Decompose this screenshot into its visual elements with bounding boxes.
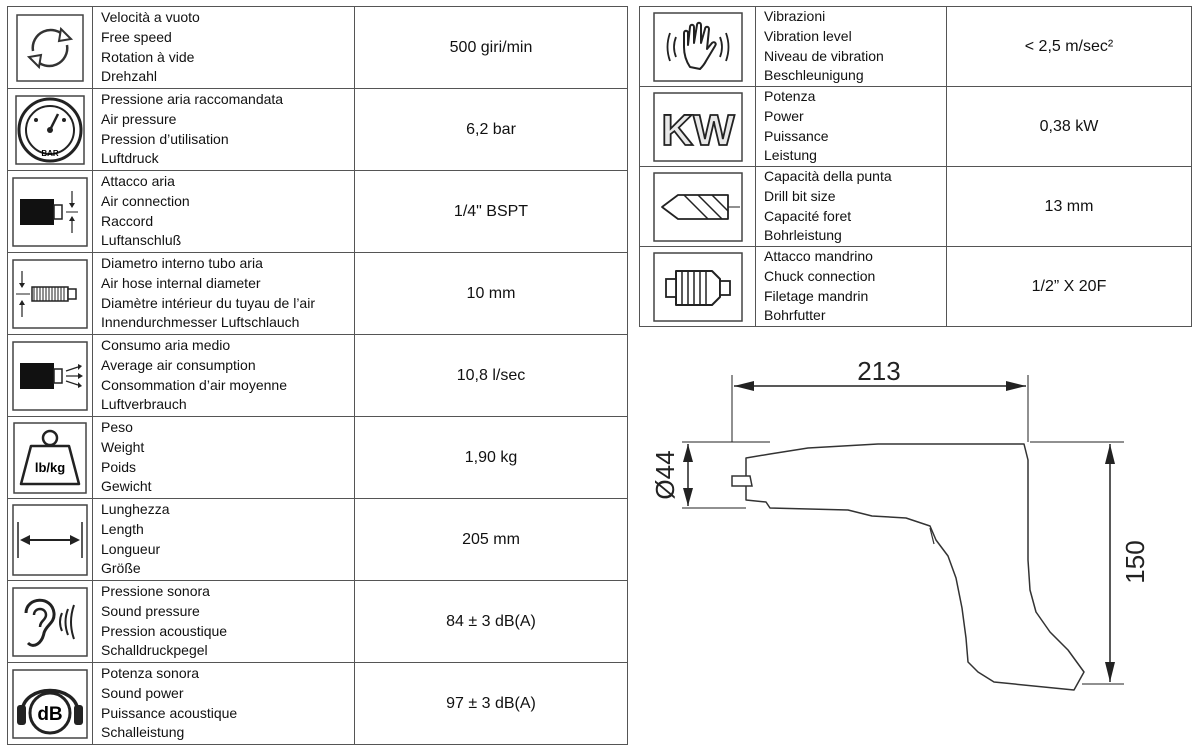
spec-label-en: Weight [101,438,145,455]
kw-icon [648,91,748,163]
spec-row-length [8,499,628,581]
spec-label-de: Schalleistung [101,724,185,741]
spec-label-fr: Pression d’utilisation [101,130,229,147]
weight-icon [13,422,87,494]
arrow-head [734,381,754,391]
arrow-head [1105,662,1115,682]
spec-value-air-connection: 1/4" BSPT [355,171,628,253]
spec-value-hose-diameter: 10 mm [355,253,628,335]
spec-row-sound-pressure [8,581,628,663]
spec-value-chuck: 1/2” X 20F [947,247,1192,327]
chuck-icon [648,251,748,323]
spec-label-de: Bohrleistung [764,227,842,244]
spec-label-it: Pressione aria raccomandata [101,91,284,108]
spec-label-fr: Niveau de vibration [764,47,884,64]
ear-sound-icon [12,587,88,657]
spec-label-fr: Consommation d’air moyenne [101,376,287,393]
spec-label-en: Free speed [101,28,172,45]
spec-label-fr: Puissance [764,127,829,144]
decibel-headphones-icon [12,669,88,739]
svg-text:dB: dB [37,703,63,725]
spec-label-it: Capacità della punta [764,168,892,185]
spec-label-de: Leistung [764,147,817,164]
spec-row-weight [8,417,628,499]
spec-label-it: Diametro interno tubo aria [101,255,263,272]
spec-label-it: Pressione sonora [101,583,210,600]
spec-label-fr: Puissance acoustique [101,704,238,721]
spec-label-en: Power [764,107,804,124]
spec-label-en: Air hose internal diameter [101,274,261,291]
arrow-head [1006,381,1026,391]
spec-label-it: Velocità a vuoto [101,9,200,26]
spec-label-de: Luftdruck [101,150,159,167]
spec-label-fr: Longueur [101,540,161,557]
spec-value-air-consumption: 10,8 l/sec [355,335,628,417]
spec-label-de: Gewicht [101,478,152,495]
spec-value-sound-power: 97 ± 3 dB(A) [355,663,628,745]
spec-label-it: Attacco mandrino [764,248,873,265]
air-consumption-icon [12,341,88,411]
pressure-gauge-icon [14,94,86,166]
spec-label-de: Luftverbrauch [101,396,187,413]
spec-label-fr: Poids [101,458,137,475]
spec-label-en: Chuck connection [764,267,876,284]
spec-row-free-speed [8,7,628,89]
right-spec-table [639,6,1192,327]
spec-row-drill-bit [640,167,1192,247]
spec-label-de: Luftanschluß [101,232,182,249]
dimension-height-label: 150 [1120,540,1150,584]
spec-row-hose-diameter [8,253,628,335]
spec-label-it: Potenza sonora [101,665,200,682]
spec-label-de: Schalldruckpegel [101,642,208,659]
spec-label-en: Average air consumption [101,356,256,373]
spec-label-de: Beschleunigung [764,67,864,84]
spec-value-drill-bit: 13 mm [947,167,1192,247]
spec-label-it: Attacco aria [101,173,175,190]
spec-label-en: Drill bit size [764,187,836,204]
spec-label-en: Length [101,520,144,537]
drill-bit-icon [648,171,748,243]
spec-value-air-pressure: 6,2 bar [355,89,628,171]
spec-row-sound-power [8,663,628,745]
dimension-length-label: 213 [857,356,901,386]
spec-label-fr: Capacité foret [764,207,852,224]
spec-label-en: Vibration level [764,27,852,44]
spec-value-free-speed: 500 giri/min [355,7,628,89]
spec-value-vibration: < 2,5 m/sec² [947,7,1192,87]
spec-value-power: 0,38 kW [947,87,1192,167]
svg-text:KW: KW [660,105,735,155]
spec-label-en: Sound power [101,684,184,701]
spec-label-en: Air connection [101,192,190,209]
length-icon [12,504,88,576]
spec-row-air-consumption [8,335,628,417]
arrow-head [683,444,693,462]
tool-nose [732,476,752,486]
spec-row-vibration [640,7,1192,87]
air-connection-icon [12,177,88,247]
spec-label-it: Potenza [764,88,816,105]
svg-text:lb/kg: lb/kg [34,459,66,475]
spec-label-de: Innendurchmesser Luftschlauch [101,314,300,331]
svg-text:BAR: BAR [41,148,59,158]
spec-label-fr: Diamètre intérieur du tuyau de l’air [101,294,315,311]
spec-row-air-pressure [8,89,628,171]
hose-diameter-icon [12,259,88,329]
spec-label-de: Größe [101,560,141,577]
spec-label-it: Lunghezza [101,501,170,518]
spec-value-length: 205 mm [355,499,628,581]
spec-label-fr: Filetage mandrin [764,287,869,304]
spec-value-weight: 1,90 kg [355,417,628,499]
spec-row-chuck [640,247,1192,327]
tool-dimension-drawing [638,350,1178,710]
spec-label-en: Air pressure [101,110,177,127]
spec-value-sound-pressure: 84 ± 3 dB(A) [355,581,628,663]
arrow-head [683,488,693,506]
spec-row-power [640,87,1192,167]
spec-label-fr: Pression acoustique [101,622,228,639]
spec-label-it: Peso [101,419,133,436]
spec-label-fr: Rotation à vide [101,48,195,65]
spec-row-air-connection [8,171,628,253]
spec-label-en: Sound pressure [101,602,200,619]
spec-label-de: Bohrfutter [764,307,826,324]
rotation-icon [15,13,85,83]
vibration-hand-icon [648,11,748,83]
tool-outline [746,444,1084,690]
spec-label-fr: Raccord [101,212,154,229]
spec-label-it: Vibrazioni [764,8,826,25]
spec-label-it: Consumo aria medio [101,337,231,354]
spec-label-de: Drehzahl [101,68,158,85]
left-spec-table [7,6,628,745]
arrow-head [1105,444,1115,464]
dimension-diameter-label: Ø44 [650,450,680,500]
